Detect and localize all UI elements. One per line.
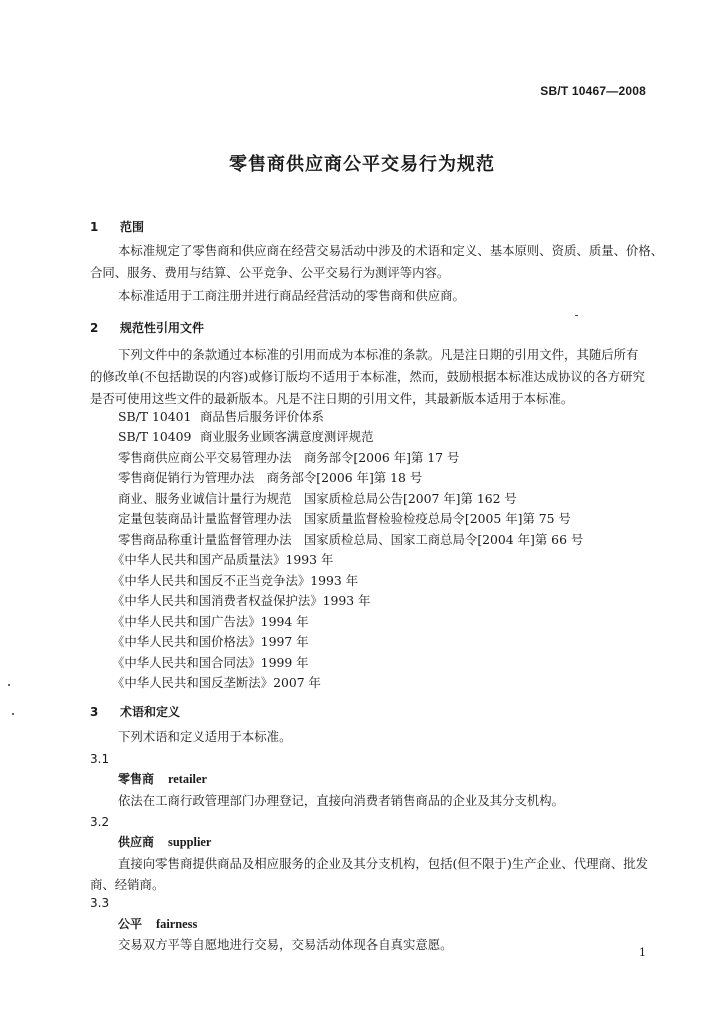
regulation-item: 定量包装商品计量监督管理办法 国家质量监督检验检疫总局令[2005 年]第 75 号 — [118, 511, 571, 526]
section-2-heading — [90, 320, 204, 336]
section-1-para2: 本标准适用于工商注册并进行商品经营活动的零售商和供应商。 — [118, 288, 465, 303]
regulation-item: 商业、服务业诚信计量行为规范 国家质检总局公告[2007 年]第 162 号 — [118, 491, 517, 506]
term-number: 3.1 — [90, 752, 110, 766]
section-3-intro: 下列术语和定义适用于本标准。 — [118, 729, 292, 744]
regulation-item: 《中华人民共和国反垄断法》2007 年 — [112, 675, 321, 690]
reference-item — [118, 409, 324, 425]
regulation-item: 《中华人民共和国价格法》1997 年 — [112, 634, 309, 649]
reference-code: SB/T 10401 — [118, 409, 192, 424]
term-definition-line2: 商、经销商。 — [90, 877, 165, 892]
term-number: 3.3 — [90, 896, 110, 910]
section-1-para1-line2: 合同、服务、费用与结算、公平竞争、公平交易行为测评等内容。 — [90, 265, 450, 280]
term-definition-line1: 依法在工商行政管理部门办理登记，直接向消费者销售商品的企业及其分支机构。 — [118, 793, 565, 808]
scan-speck — [8, 684, 10, 686]
term-number: 3.2 — [90, 815, 110, 829]
scan-speck — [12, 713, 14, 715]
reference-code: SB/T 10409 — [118, 429, 192, 444]
regulation-item: 《中华人民共和国反不正当竞争法》1993 年 — [112, 573, 359, 588]
term-name: 零售商 — [118, 772, 155, 786]
term-heading — [118, 834, 211, 850]
term-definition-line1: 交易双方平等自愿地进行交易，交易活动体现各自真实意愿。 — [118, 937, 453, 952]
term-english: retailer — [168, 772, 207, 786]
document-title: 零售商供应商公平交易行为规范 — [229, 154, 495, 175]
term-english: supplier — [168, 835, 212, 849]
reference-title: 商业服务业顾客满意度测评规范 — [200, 429, 374, 444]
page-number: 1 — [639, 946, 646, 959]
section-1-title: 范围 — [120, 220, 145, 234]
regulation-item: 《中华人民共和国消费者权益保护法》1993 年 — [112, 593, 371, 608]
standard-code: SB/T 10467—2008 — [540, 84, 646, 98]
regulation-item: 零售商促销行为管理办法 商务部令[2006 年]第 18 号 — [118, 470, 423, 485]
regulation-item: 《中华人民共和国产品质量法》1993 年 — [112, 552, 334, 567]
section-3-number: 3 — [90, 705, 99, 719]
section-2-title: 规范性引用文件 — [120, 321, 205, 335]
regulation-item: 《中华人民共和国合同法》1999 年 — [112, 655, 309, 670]
regulation-item: 零售商品称重计量监督管理办法 国家质检总局、国家工商总局令[2004 年]第 66 号 — [118, 532, 584, 547]
term-name: 公平 — [118, 917, 143, 931]
scan-speck — [575, 315, 578, 316]
regulation-item: 零售商供应商公平交易管理办法 商务部令[2006 年]第 17 号 — [118, 450, 460, 465]
term-heading — [118, 771, 207, 787]
section-2-number: 2 — [90, 321, 99, 335]
section-3-title: 术语和定义 — [120, 705, 181, 719]
section-1-heading — [90, 219, 144, 235]
section-1-para1-line1: 本标准规定了零售商和供应商在经营交易活动中涉及的术语和定义、基本原则、资质、质量、价格、 — [118, 243, 664, 258]
term-definition-line1: 直接向零售商提供商品及相应服务的企业及其分支机构，包括(但不限于)生产企业、代理商、批发 — [118, 856, 649, 871]
reference-title: 商品售后服务评价体系 — [200, 409, 324, 424]
section-2-intro-line1: 下列文件中的条款通过本标准的引用而成为本标准的条款。凡是注日期的引用文件，其随后所有 — [118, 347, 639, 362]
section-1-number: 1 — [90, 220, 99, 234]
regulation-item: 《中华人民共和国广告法》1994 年 — [112, 614, 309, 629]
term-heading — [118, 916, 197, 932]
section-2-intro-line2: 的修改单(不包括勘误的内容)或修订版均不适用于本标准，然而，鼓励根据本标准达成协议的各方研究 — [90, 369, 645, 384]
reference-item — [118, 429, 373, 445]
term-name: 供应商 — [118, 835, 155, 849]
section-2-intro-line3: 是否可使用这些文件的最新版本。凡是不注日期的引用文件，其最新版本适用于本标准。 — [90, 391, 574, 406]
term-english: fairness — [156, 917, 198, 931]
section-3-heading — [90, 704, 180, 720]
